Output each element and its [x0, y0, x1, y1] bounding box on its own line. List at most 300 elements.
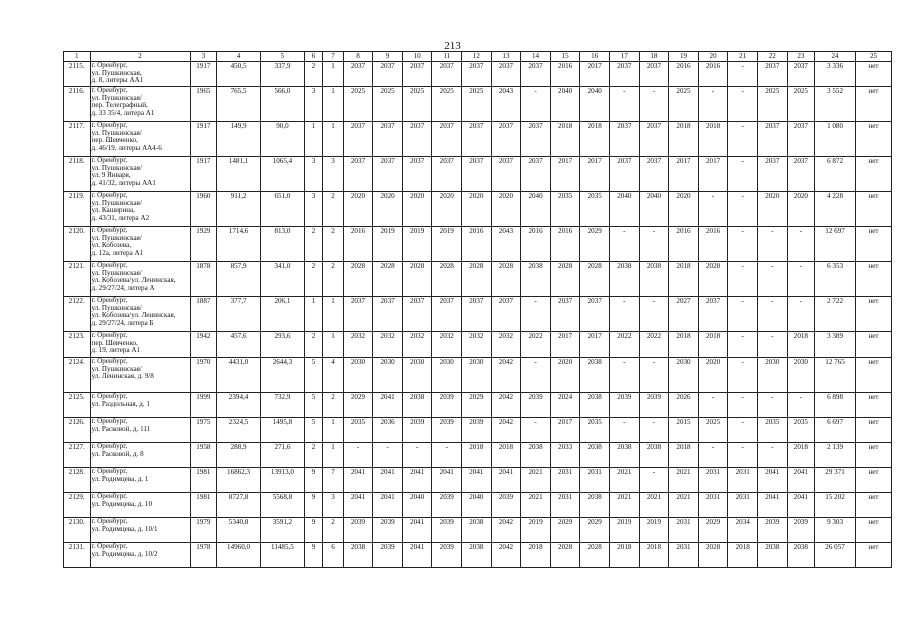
value-cell: 2020 [462, 192, 492, 227]
value-cell: 1 [304, 122, 322, 157]
address-line: д. 33 35/4, литера А1 [91, 108, 155, 117]
value-cell: 1958 [190, 443, 217, 468]
value-cell: 2021 [610, 493, 640, 518]
value-cell: 1917 [190, 62, 217, 87]
value-cell: 2020 [432, 192, 462, 227]
value-cell: 2031 [550, 468, 580, 493]
address-line: пер. Телеграфный, [91, 101, 148, 110]
value-cell: 4 [323, 358, 343, 393]
value-cell: нет [855, 468, 891, 493]
value-cell: 2029 [462, 393, 492, 418]
value-cell: 3 [304, 192, 322, 227]
value-cell: 2039 [757, 518, 787, 543]
value-cell: нет [855, 518, 891, 543]
value-cell: 732,9 [261, 393, 305, 418]
value-cell: - [728, 192, 758, 227]
value-cell: 5568,8 [261, 493, 305, 518]
address-line: ул. Расковой, д. 8 [91, 449, 144, 458]
value-cell: 2038 [580, 493, 610, 518]
value-cell: 15 202 [815, 493, 856, 518]
value-cell: 2016 [550, 227, 580, 262]
column-number-header: 15 [550, 52, 580, 62]
value-cell: 2024 [550, 393, 580, 418]
value-cell: 2017 [698, 157, 728, 192]
address-cell [90, 157, 190, 192]
value-cell: 1481,1 [217, 157, 261, 192]
value-cell: 2041 [373, 393, 403, 418]
value-cell: 1878 [190, 262, 217, 297]
value-cell: - [432, 443, 462, 468]
value-cell: 2016 [698, 62, 728, 87]
address-cell [90, 493, 190, 518]
value-cell: 1942 [190, 332, 217, 358]
value-cell: 2022 [639, 332, 669, 358]
value-cell: 2037 [402, 297, 432, 332]
value-cell: 2032 [402, 332, 432, 358]
value-cell: 2037 [610, 62, 640, 87]
address-line: г. Оренбург, [91, 226, 128, 234]
row-number-cell: 2124. [64, 358, 91, 393]
value-cell: 2029 [580, 518, 610, 543]
value-cell: 2028 [462, 262, 492, 297]
value-cell: 9 [304, 518, 322, 543]
table-row [64, 518, 892, 543]
table-row [64, 332, 892, 358]
value-cell: 2028 [491, 262, 521, 297]
value-cell: 2038 [757, 543, 787, 568]
value-cell: - [728, 393, 758, 418]
column-number-header: 3 [190, 52, 217, 62]
value-cell: 2032 [462, 332, 492, 358]
value-cell: 2037 [402, 157, 432, 192]
column-number-header: 18 [639, 52, 669, 62]
value-cell: - [521, 87, 551, 122]
value-cell: 2016 [462, 227, 492, 262]
value-cell: 2018 [669, 443, 699, 468]
value-cell: нет [855, 297, 891, 332]
address-line: г. Оренбург, [91, 442, 128, 450]
address-line: г. Оренбург, [91, 261, 128, 269]
value-cell: 2042 [491, 358, 521, 393]
value-cell: 2039 [610, 393, 640, 418]
value-cell: 2019 [402, 227, 432, 262]
value-cell: 1 [323, 122, 343, 157]
value-cell: 2031 [669, 543, 699, 568]
value-cell: нет [855, 157, 891, 192]
value-cell: нет [855, 358, 891, 393]
value-cell: 2037 [491, 157, 521, 192]
value-cell: 2025 [787, 87, 815, 122]
row-number-cell: 2119. [64, 192, 91, 227]
value-cell: 2041 [373, 468, 403, 493]
value-cell: 2018 [521, 543, 551, 568]
value-cell: 2041 [787, 468, 815, 493]
row-number-cell: 2120. [64, 227, 91, 262]
value-cell: - [728, 62, 758, 87]
value-cell: 2018 [728, 543, 758, 568]
value-cell: 2017 [580, 157, 610, 192]
table-row [64, 418, 892, 443]
value-cell: 2037 [639, 157, 669, 192]
row-number-cell: 2128. [64, 468, 91, 493]
value-cell: 2041 [343, 493, 373, 518]
value-cell: 2037 [432, 157, 462, 192]
value-cell: 2032 [343, 332, 373, 358]
value-cell: 6 [323, 543, 343, 568]
value-cell: 2 [323, 518, 343, 543]
value-cell: 2018 [698, 122, 728, 157]
value-cell: 2038 [580, 358, 610, 393]
value-cell: нет [855, 62, 891, 87]
column-number-header: 10 [402, 52, 432, 62]
value-cell: 3 389 [815, 332, 856, 358]
value-cell: 2040 [550, 87, 580, 122]
value-cell: 90,0 [261, 122, 305, 157]
table-row [64, 122, 892, 157]
value-cell: 3591,2 [261, 518, 305, 543]
value-cell: - [373, 443, 403, 468]
value-cell: 2029 [343, 393, 373, 418]
column-number-header: 2 [90, 52, 190, 62]
address-line: г. Оренбург, [91, 156, 128, 164]
value-cell: 4 228 [815, 192, 856, 227]
value-cell: 2031 [728, 493, 758, 518]
value-cell: 2018 [669, 262, 699, 297]
address-line: г. Оренбург, [91, 121, 128, 129]
value-cell: 9 [304, 543, 322, 568]
address-line: ул. Родимцева, д. 10/1 [91, 524, 158, 533]
value-cell: нет [855, 87, 891, 122]
column-number-header: 19 [669, 52, 699, 62]
value-cell: - [728, 418, 758, 443]
value-cell: 2016 [550, 62, 580, 87]
value-cell: нет [855, 122, 891, 157]
value-cell: 2041 [491, 468, 521, 493]
value-cell: 2039 [432, 518, 462, 543]
address-line: ул. Пушкинская/ [91, 303, 142, 312]
value-cell: 2015 [669, 418, 699, 443]
address-cell [90, 87, 190, 122]
value-cell: 2037 [462, 157, 492, 192]
row-number-cell: 2118. [64, 157, 91, 192]
address-line: д. 41/32, литеры АА1 [91, 178, 156, 187]
address-line: ул. Родимцева, д. 10/2 [91, 549, 158, 558]
value-cell: 2037 [521, 157, 551, 192]
address-line: ул. Пушкинская/ [91, 233, 142, 242]
value-cell: 1975 [190, 418, 217, 443]
value-cell: 2042 [491, 393, 521, 418]
value-cell: нет [855, 493, 891, 518]
value-cell: 2039 [373, 543, 403, 568]
value-cell: 2 [304, 443, 322, 468]
value-cell: 2018 [550, 122, 580, 157]
value-cell: 2039 [432, 418, 462, 443]
value-cell: 2037 [343, 157, 373, 192]
value-cell: 5340,8 [217, 518, 261, 543]
address-cell [90, 518, 190, 543]
value-cell: 2019 [373, 227, 403, 262]
value-cell: - [402, 443, 432, 468]
value-cell: 2038 [787, 543, 815, 568]
address-line: ул. Ленинская, д. 9/8 [91, 372, 154, 381]
value-cell: 2029 [698, 518, 728, 543]
address-line: д. 43/31, литера А2 [91, 213, 150, 222]
value-cell: 2 [323, 192, 343, 227]
row-number-cell: 2127. [64, 443, 91, 468]
value-cell: - [757, 227, 787, 262]
value-cell: 2037 [462, 62, 492, 87]
value-cell: 1981 [190, 468, 217, 493]
value-cell: 2042 [491, 418, 521, 443]
value-cell: 2031 [550, 493, 580, 518]
value-cell: 450,5 [217, 62, 261, 87]
value-cell: 2019 [432, 227, 462, 262]
address-line: г. Оренбург, [91, 191, 128, 199]
row-number-cell: 2130. [64, 518, 91, 543]
value-cell: 2018 [787, 332, 815, 358]
value-cell: нет [855, 332, 891, 358]
value-cell: 2038 [580, 393, 610, 418]
value-cell: - [610, 87, 640, 122]
value-cell: 2020 [787, 192, 815, 227]
value-cell: 2039 [787, 518, 815, 543]
table-row [64, 543, 892, 568]
value-cell: 2017 [550, 332, 580, 358]
value-cell: 2016 [698, 227, 728, 262]
value-cell: - [757, 393, 787, 418]
column-number-header: 9 [373, 52, 403, 62]
address-cell [90, 122, 190, 157]
address-cell [90, 443, 190, 468]
value-cell: 2 722 [815, 297, 856, 332]
row-number-cell: 2115. [64, 62, 91, 87]
value-cell: нет [855, 192, 891, 227]
value-cell: 2020 [669, 192, 699, 227]
address-line: ул. Каширина, [91, 206, 135, 215]
value-cell: - [639, 297, 669, 332]
column-number-header: 4 [217, 52, 261, 62]
value-cell: 2037 [491, 122, 521, 157]
address-line: г. Оренбург, [91, 467, 128, 475]
value-cell: 293,6 [261, 332, 305, 358]
value-cell: - [639, 468, 669, 493]
value-cell: 2037 [580, 297, 610, 332]
value-cell: 2021 [610, 468, 640, 493]
value-cell: 6 898 [815, 393, 856, 418]
address-cell [90, 418, 190, 443]
value-cell: 2037 [521, 122, 551, 157]
value-cell: 1 [323, 418, 343, 443]
address-line: ул. Пушкинская/ [91, 128, 142, 137]
value-cell: 6 353 [815, 262, 856, 297]
value-cell: 8727,8 [217, 493, 261, 518]
value-cell: 16862,3 [217, 468, 261, 493]
column-number-header: 13 [491, 52, 521, 62]
value-cell: 2029 [550, 518, 580, 543]
value-cell: 1 [323, 332, 343, 358]
value-cell: 2034 [728, 518, 758, 543]
address-line: ул. Пушкинская/ [91, 268, 142, 277]
value-cell: 2038 [402, 393, 432, 418]
value-cell: 341,0 [261, 262, 305, 297]
value-cell: 3 [323, 157, 343, 192]
value-cell: 2040 [521, 192, 551, 227]
row-number-cell: 2129. [64, 493, 91, 518]
value-cell: 2038 [580, 443, 610, 468]
value-cell: 2016 [521, 227, 551, 262]
table-row [64, 443, 892, 468]
column-number-header: 25 [855, 52, 891, 62]
value-cell: 2025 [343, 87, 373, 122]
value-cell: 2031 [698, 468, 728, 493]
value-cell: 2037 [698, 297, 728, 332]
value-cell: 14960,0 [217, 543, 261, 568]
value-cell: 2039 [521, 393, 551, 418]
address-line: ул. Пушкинская/ [91, 163, 142, 172]
column-number-header: 12 [462, 52, 492, 62]
value-cell: - [728, 157, 758, 192]
value-cell: - [610, 297, 640, 332]
value-cell: 9 [304, 468, 322, 493]
value-cell: 2037 [757, 157, 787, 192]
value-cell: - [521, 297, 551, 332]
value-cell: 11485,5 [261, 543, 305, 568]
value-cell: 2038 [521, 443, 551, 468]
value-cell: 2039 [432, 493, 462, 518]
value-cell: 2038 [462, 518, 492, 543]
value-cell: 2 [323, 227, 343, 262]
value-cell: 2041 [402, 543, 432, 568]
value-cell: 2042 [491, 518, 521, 543]
column-number-header: 14 [521, 52, 551, 62]
address-cell [90, 62, 190, 87]
value-cell: 2030 [373, 358, 403, 393]
value-cell: 2035 [343, 418, 373, 443]
value-cell: 271,6 [261, 443, 305, 468]
value-cell: 2039 [432, 543, 462, 568]
address-line: ул. Кобозева/ул. Ленинская, [91, 276, 176, 285]
value-cell: 765,5 [217, 87, 261, 122]
value-cell: 2 [323, 393, 343, 418]
value-cell: 2027 [669, 297, 699, 332]
address-line: г. Оренбург, [91, 61, 128, 69]
value-cell: - [757, 443, 787, 468]
table-row [64, 192, 892, 227]
value-cell: 3 336 [815, 62, 856, 87]
table-row [64, 62, 892, 87]
value-cell: 2019 [610, 518, 640, 543]
value-cell: 2021 [639, 493, 669, 518]
value-cell: 2037 [757, 62, 787, 87]
value-cell: 13913,0 [261, 468, 305, 493]
value-cell: 149,9 [217, 122, 261, 157]
value-cell: 2017 [550, 157, 580, 192]
address-line: г. Оренбург, [91, 542, 128, 550]
value-cell: 2 139 [815, 443, 856, 468]
address-line: д. 29/27/24, литера А [91, 283, 155, 292]
value-cell: 2021 [521, 468, 551, 493]
value-cell: - [728, 358, 758, 393]
value-cell: 2020 [757, 192, 787, 227]
value-cell: - [698, 87, 728, 122]
value-cell: 2016 [669, 62, 699, 87]
value-cell: 2035 [580, 192, 610, 227]
value-cell: 29 371 [815, 468, 856, 493]
value-cell: 26 057 [815, 543, 856, 568]
value-cell: 1999 [190, 393, 217, 418]
value-cell: 2028 [402, 262, 432, 297]
row-number-cell: 2121. [64, 262, 91, 297]
value-cell: 2020 [402, 192, 432, 227]
value-cell: 2028 [580, 543, 610, 568]
value-cell: 2 [304, 227, 322, 262]
value-cell: - [639, 358, 669, 393]
value-cell: 2037 [343, 122, 373, 157]
value-cell: 2029 [580, 227, 610, 262]
value-cell: 2020 [491, 192, 521, 227]
value-cell: 337,9 [261, 62, 305, 87]
address-cell [90, 192, 190, 227]
value-cell: 2039 [343, 518, 373, 543]
value-cell: 2394,4 [217, 393, 261, 418]
address-cell [90, 227, 190, 262]
table-row [64, 468, 892, 493]
value-cell: 2025 [402, 87, 432, 122]
value-cell: 2037 [491, 62, 521, 87]
value-cell: 2037 [521, 62, 551, 87]
value-cell: 2017 [580, 332, 610, 358]
value-cell: нет [855, 443, 891, 468]
value-cell: 2031 [698, 493, 728, 518]
value-cell: 2039 [462, 418, 492, 443]
value-cell: 1 080 [815, 122, 856, 157]
value-cell: 9 [304, 493, 322, 518]
value-cell: 1 [323, 297, 343, 332]
value-cell: 2018 [639, 543, 669, 568]
value-cell: - [787, 297, 815, 332]
value-cell: 9 303 [815, 518, 856, 543]
value-cell: 2038 [462, 543, 492, 568]
value-cell: 2038 [521, 262, 551, 297]
address-line: г. Оренбург, [91, 357, 128, 365]
value-cell: 377,7 [217, 297, 261, 332]
value-cell: - [757, 262, 787, 297]
value-cell: 1981 [190, 493, 217, 518]
value-cell: 2039 [491, 493, 521, 518]
value-cell: 2039 [402, 418, 432, 443]
value-cell: 2037 [610, 122, 640, 157]
value-cell: 2037 [491, 297, 521, 332]
value-cell: 5 [304, 393, 322, 418]
value-cell: 1495,8 [261, 418, 305, 443]
value-cell: 2026 [669, 393, 699, 418]
value-cell: 2037 [402, 122, 432, 157]
value-cell: 2041 [787, 493, 815, 518]
value-cell: 566,0 [261, 87, 305, 122]
value-cell: 2037 [373, 122, 403, 157]
value-cell: 2030 [432, 358, 462, 393]
value-cell: 2037 [373, 297, 403, 332]
table-row [64, 393, 892, 418]
value-cell: - [610, 227, 640, 262]
value-cell: 2038 [639, 443, 669, 468]
value-cell: 2041 [432, 468, 462, 493]
value-cell: 2035 [550, 192, 580, 227]
value-cell: 3 [323, 493, 343, 518]
value-cell: 5 [304, 358, 322, 393]
row-number-cell: 2131. [64, 543, 91, 568]
value-cell: 2032 [432, 332, 462, 358]
